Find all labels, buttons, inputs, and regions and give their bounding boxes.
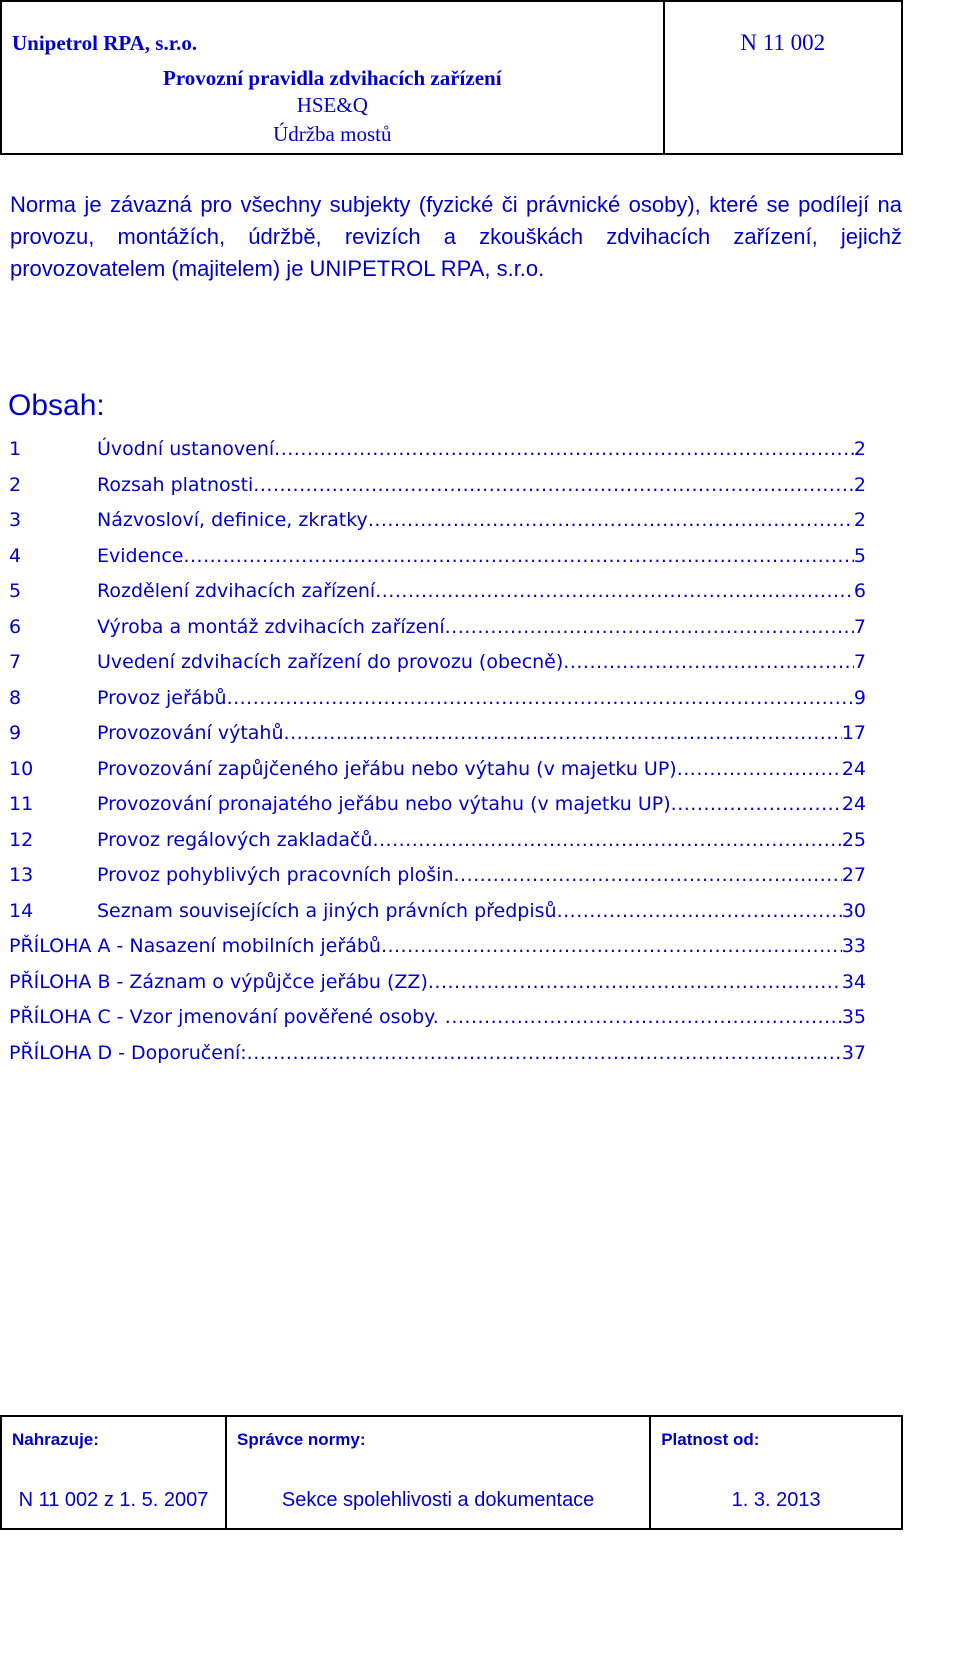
toc-entry-title: Rozdělení zdvihacích zařízení <box>97 580 376 602</box>
toc-entry-page: 2 <box>853 473 866 496</box>
toc-entry[interactable] <box>9 1002 866 1038</box>
toc-entry-number: 8 <box>9 686 22 709</box>
toc-entry[interactable] <box>9 434 866 470</box>
toc-entry-number: 10 <box>9 757 34 780</box>
company-name: Unipetrol RPA, s.r.o. <box>12 31 198 55</box>
toc-dot-leader <box>183 541 853 571</box>
document-title: Provozní pravidla zdvihacích zařízení <box>163 66 502 90</box>
document-footer <box>0 1415 903 1530</box>
toc-entry-number: 3 <box>9 509 22 531</box>
toc-entry-number: 9 <box>9 722 22 744</box>
toc-entry-title: PŘÍLOHA A - Nasazení mobilních jeřábů <box>9 935 381 957</box>
toc-dot-leader <box>375 576 854 606</box>
toc-dot-leader <box>445 1002 842 1032</box>
toc-entry-page: 30 <box>841 899 866 922</box>
toc-dot-leader <box>368 505 854 535</box>
footer-replaces-cell <box>1 1416 226 1529</box>
toc-entry-number: 1 <box>9 438 22 460</box>
toc-entry-page: 7 <box>853 651 866 673</box>
toc-entry-page: 2 <box>853 509 866 531</box>
toc-entry-page: 35 <box>841 1006 866 1028</box>
toc-entry-title: Provoz pohyblivých pracovních plošin <box>97 864 454 886</box>
toc-entry-page: 9 <box>853 686 866 709</box>
toc-dot-leader <box>563 647 854 677</box>
toc-entry-page: 37 <box>841 1041 866 1064</box>
toc-entry[interactable] <box>9 1038 866 1074</box>
toc-dot-leader <box>253 470 854 500</box>
header-left-cell <box>1 1 664 154</box>
toc-entry[interactable] <box>9 683 866 719</box>
toc-entry[interactable] <box>9 825 866 861</box>
toc-dot-leader <box>274 434 854 464</box>
toc-entry-number: 2 <box>9 473 22 496</box>
validity-value: 1. 3. 2013 <box>731 1489 821 1511</box>
toc-entry[interactable] <box>9 576 866 612</box>
toc-entry[interactable] <box>9 896 866 932</box>
org-unit-line1: HSE&Q <box>296 93 368 117</box>
document-header <box>0 0 903 155</box>
owner-value: Sekce spolehlivosti a dokumentace <box>281 1489 595 1511</box>
intro-paragraph: Norma je závazná pro všechny subjekty (fyzické či právnické osoby), které se podílejí na provozu, montážích, údržbě, revizích a zkouškách zdvihacích zařízení, jejichž provozovatelem (majitelem) je UNIPETROL RPA, s.r.o. <box>10 192 902 281</box>
toc-dot-leader <box>557 896 842 926</box>
table-of-contents <box>9 434 866 1073</box>
toc-entry-title: Výroba a montáž zdvihacích zařízení <box>97 615 445 638</box>
toc-dot-leader <box>677 754 842 784</box>
toc-entry-title: Rozsah platnosti <box>97 473 254 496</box>
toc-entry-number: 6 <box>9 615 22 638</box>
toc-entry-page: 24 <box>841 757 866 780</box>
toc-entry[interactable] <box>9 967 866 1003</box>
toc-entry[interactable] <box>9 931 866 967</box>
toc-entry-number: 13 <box>9 864 34 886</box>
toc-entry-title: Úvodní ustanovení <box>97 438 275 460</box>
toc-entry-number: 11 <box>9 793 34 815</box>
toc-dot-leader <box>247 1038 842 1068</box>
toc-dot-leader <box>284 718 842 748</box>
toc-dot-leader <box>454 860 842 890</box>
toc-entry-title: Uvedení zdvihacích zařízení do provozu (obecně) <box>97 651 564 673</box>
toc-entry-page: 24 <box>841 793 866 815</box>
toc-heading: Obsah: <box>8 389 105 422</box>
replaces-value: N 11 002 z 1. 5. 2007 <box>18 1489 209 1511</box>
org-unit-line2: Údržba mostů <box>273 122 392 146</box>
toc-entry[interactable] <box>9 718 866 754</box>
validity-label: Platnost od: <box>661 1430 760 1449</box>
toc-entry-page: 7 <box>853 615 866 638</box>
toc-entry[interactable] <box>9 647 866 683</box>
document-number: N 11 002 <box>740 30 826 55</box>
toc-dot-leader <box>381 931 842 961</box>
toc-entry-title: Provozování zapůjčeného jeřábu nebo výtahu (v majetku UP) <box>97 757 677 780</box>
toc-entry-number: 14 <box>9 899 34 922</box>
toc-entry-number: 4 <box>9 544 22 567</box>
toc-entry-title: Evidence <box>97 544 184 567</box>
org-unit <box>2 91 663 149</box>
toc-entry-page: 33 <box>841 935 866 957</box>
toc-entry[interactable] <box>9 505 866 541</box>
toc-entry[interactable] <box>9 612 866 648</box>
toc-entry[interactable] <box>9 754 866 790</box>
toc-entry-page: 2 <box>853 438 866 460</box>
toc-entry-number: 12 <box>9 828 34 851</box>
toc-dot-leader <box>671 789 842 819</box>
footer-owner-cell <box>226 1416 650 1529</box>
toc-dot-leader <box>445 612 854 642</box>
toc-entry-page: 34 <box>841 970 866 993</box>
toc-dot-leader <box>372 825 841 855</box>
toc-entry-title: Seznam souvisejících a jiných právních předpisů <box>97 899 557 922</box>
toc-entry-title: PŘÍLOHA B - Záznam o výpůjčce jeřábu (ZZ) <box>9 970 428 993</box>
toc-entry-title: Provozování pronajatého jeřábu nebo výtahu (v majetku UP) <box>97 793 671 815</box>
toc-entry-page: 25 <box>841 828 866 851</box>
toc-entry-page: 5 <box>853 544 866 567</box>
toc-entry-title: Provoz regálových zakladačů <box>97 828 373 851</box>
toc-entry-title: PŘÍLOHA C - Vzor jmenování pověřené osoby. <box>9 1006 445 1028</box>
toc-entry-title: Provoz jeřábů <box>97 686 227 709</box>
owner-label: Správce normy: <box>237 1430 366 1449</box>
toc-entry-page: 17 <box>841 722 866 744</box>
toc-dot-leader <box>428 967 842 997</box>
header-right-cell <box>664 1 902 154</box>
toc-dot-leader <box>227 683 854 713</box>
toc-entry-title: Provozování výtahů <box>97 722 284 744</box>
toc-entry-number: 7 <box>9 651 22 673</box>
replaces-label: Nahrazuje: <box>12 1430 99 1449</box>
toc-entry-page: 6 <box>853 580 866 602</box>
toc-entry-title: Názvosloví, definice, zkratky <box>97 509 368 531</box>
footer-validity-cell <box>650 1416 902 1529</box>
toc-entry[interactable] <box>9 541 866 577</box>
toc-entry-page: 27 <box>841 864 866 886</box>
toc-entry[interactable] <box>9 470 866 506</box>
toc-entry-number: 5 <box>9 580 22 602</box>
toc-entry[interactable] <box>9 789 866 825</box>
toc-entry[interactable] <box>9 860 866 896</box>
toc-entry-title: PŘÍLOHA D - Doporučení: <box>9 1041 247 1064</box>
